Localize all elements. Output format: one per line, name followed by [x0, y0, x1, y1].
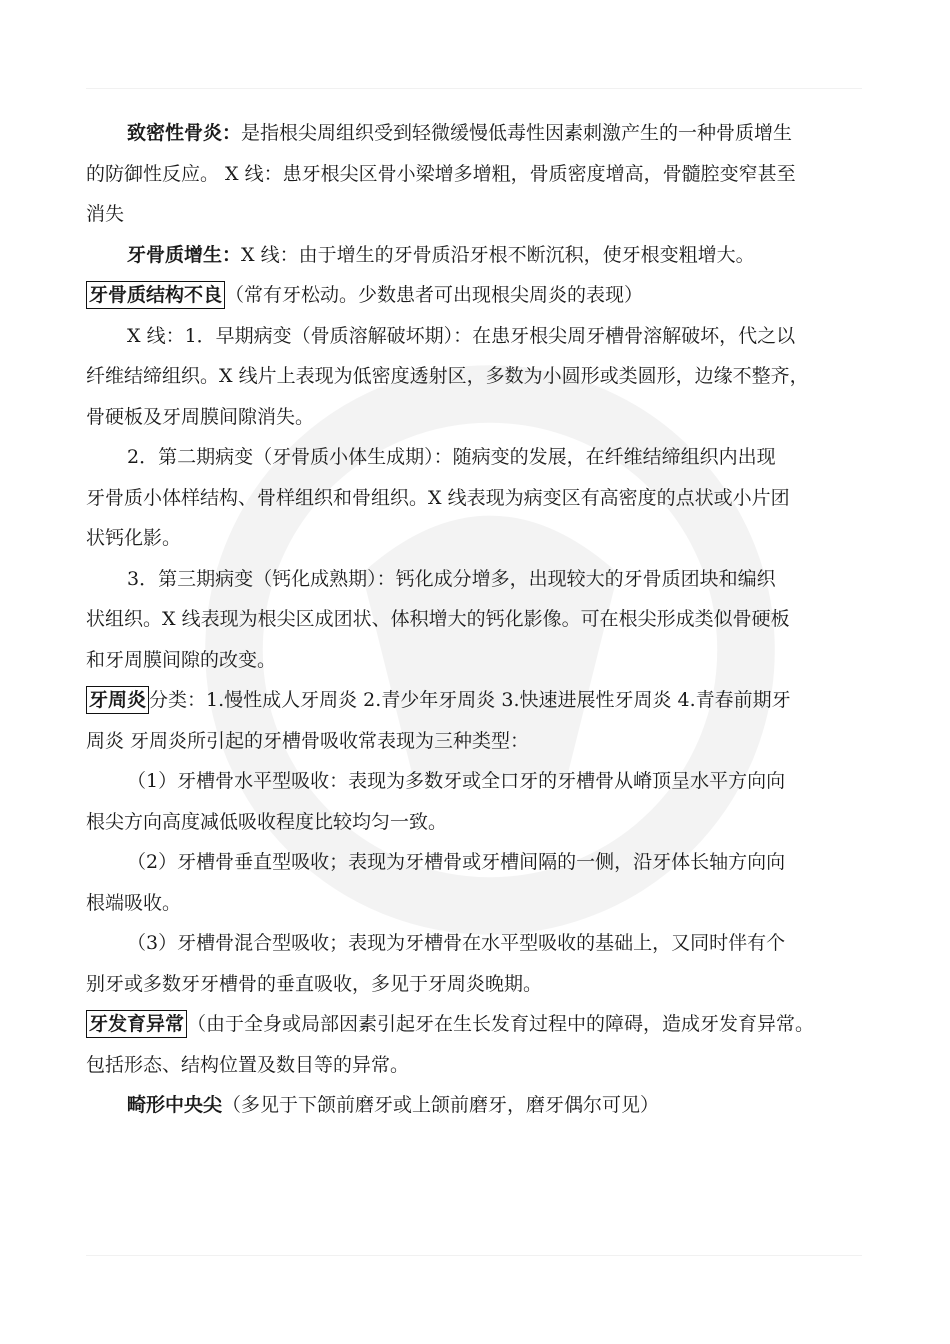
- text-line: （常有牙松动。少数患者可出现根尖周炎的表现）: [225, 284, 644, 306]
- text-line: 纤维结缔组织。X 线片上表现为低密度透射区，多数为小圆形或类圆形，边缘不整齐，: [86, 365, 809, 387]
- text-line: （2）牙槽骨垂直型吸收；表现为牙槽骨或牙槽间隔的一侧，沿牙体长轴方向向: [127, 851, 786, 873]
- text-line: （3）牙槽骨混合型吸收；表现为牙槽骨在水平型吸收的基础上，又同时伴有个: [127, 932, 786, 954]
- text-line: 分类：1.慢性成人牙周炎 2.青少年牙周炎 3.快速进展性牙周炎 4.青春前期牙: [149, 689, 791, 711]
- paragraph-yazhouyan: [86, 680, 876, 761]
- paragraph-jixing: [86, 1085, 876, 1126]
- text-line: 2．第二期病变（牙骨质小体生成期）：随病变的发展，在纤维结缔组织内出现: [127, 446, 776, 468]
- term-jixing: 畸形中央尖: [127, 1094, 223, 1116]
- text-line: （由于全身或局部因素引起牙在生长发育过程中的障碍，造成牙发育异常。: [187, 1013, 815, 1035]
- header-rule: [86, 88, 862, 89]
- paragraph-stage1: [86, 316, 876, 438]
- boxed-term-yazhouyan: 牙周炎: [86, 686, 149, 714]
- boxed-term-fayu: 牙发育异常: [86, 1010, 187, 1038]
- text-line: 周炎 牙周炎所引起的牙槽骨吸收常表现为三种类型：: [86, 729, 530, 752]
- paragraph-type3: [86, 923, 876, 1004]
- footer-rule: [86, 1255, 862, 1256]
- paragraph-stage3: [86, 559, 876, 681]
- text-line: 和牙周膜间隙的改变。: [86, 648, 277, 671]
- text-line: 3．第三期病变（钙化成熟期）：钙化成分增多，出现较大的牙骨质团块和编织: [127, 567, 776, 590]
- paragraph-type1: [86, 761, 876, 842]
- text-line: 包括形态、结构位置及数目等的异常。: [86, 1053, 410, 1076]
- document-body: [86, 113, 876, 1126]
- paragraph-zhimi: [86, 113, 876, 235]
- text-line: 根尖方向高度减低吸收程度比较均匀一致。: [86, 810, 448, 833]
- term-zhimi: 致密性骨炎：: [127, 122, 242, 144]
- term-yagu: 牙骨质增生：: [127, 243, 242, 266]
- text-line: 根端吸收。: [86, 891, 182, 914]
- text-line: 骨硬板及牙周膜间隙消失。: [86, 405, 315, 428]
- text-line: 的防御性反应。 X 线：患牙根尖区骨小梁增多增粗，骨质密度增高，骨髓腔变窄甚至: [86, 162, 796, 185]
- paragraph-stage2: [86, 437, 876, 559]
- paragraph-yagu: [86, 235, 876, 276]
- text-line: X 线：由于增生的牙骨质沿牙根不断沉积，使牙根变粗增大。: [241, 243, 755, 266]
- text-line: 是指根尖周组织受到轻微缓慢低毒性因素刺激产生的一种骨质增生: [241, 122, 793, 144]
- text-line: 别牙或多数牙牙槽骨的垂直吸收，多见于牙周炎晚期。: [86, 972, 543, 995]
- text-line: 牙骨质小体样结构、骨样组织和骨组织。X 线表现为病变区有高密度的点状或小片团: [86, 486, 790, 509]
- text-line: X 线：1．早期病变（骨质溶解破坏期）：在患牙根尖周牙槽骨溶解破坏，代之以: [127, 324, 796, 347]
- text-line: 状钙化影。: [86, 527, 182, 549]
- boxed-term-jiegou: 牙骨质结构不良: [86, 281, 225, 309]
- text-line: （多见于下颌前磨牙或上颌前磨牙，磨牙偶尔可见）: [222, 1094, 660, 1116]
- paragraph-jiegou: [86, 275, 876, 316]
- text-line: （1）牙槽骨水平型吸收：表现为多数牙或全口牙的牙槽骨从嵴顶呈水平方向向: [127, 770, 786, 792]
- text-line: 状组织。X 线表现为根尖区成团状、体积增大的钙化影像。可在根尖形成类似骨硬板: [86, 608, 790, 630]
- text-line: 消失: [86, 203, 125, 225]
- paragraph-fayu: [86, 1004, 876, 1085]
- paragraph-type2: [86, 842, 876, 923]
